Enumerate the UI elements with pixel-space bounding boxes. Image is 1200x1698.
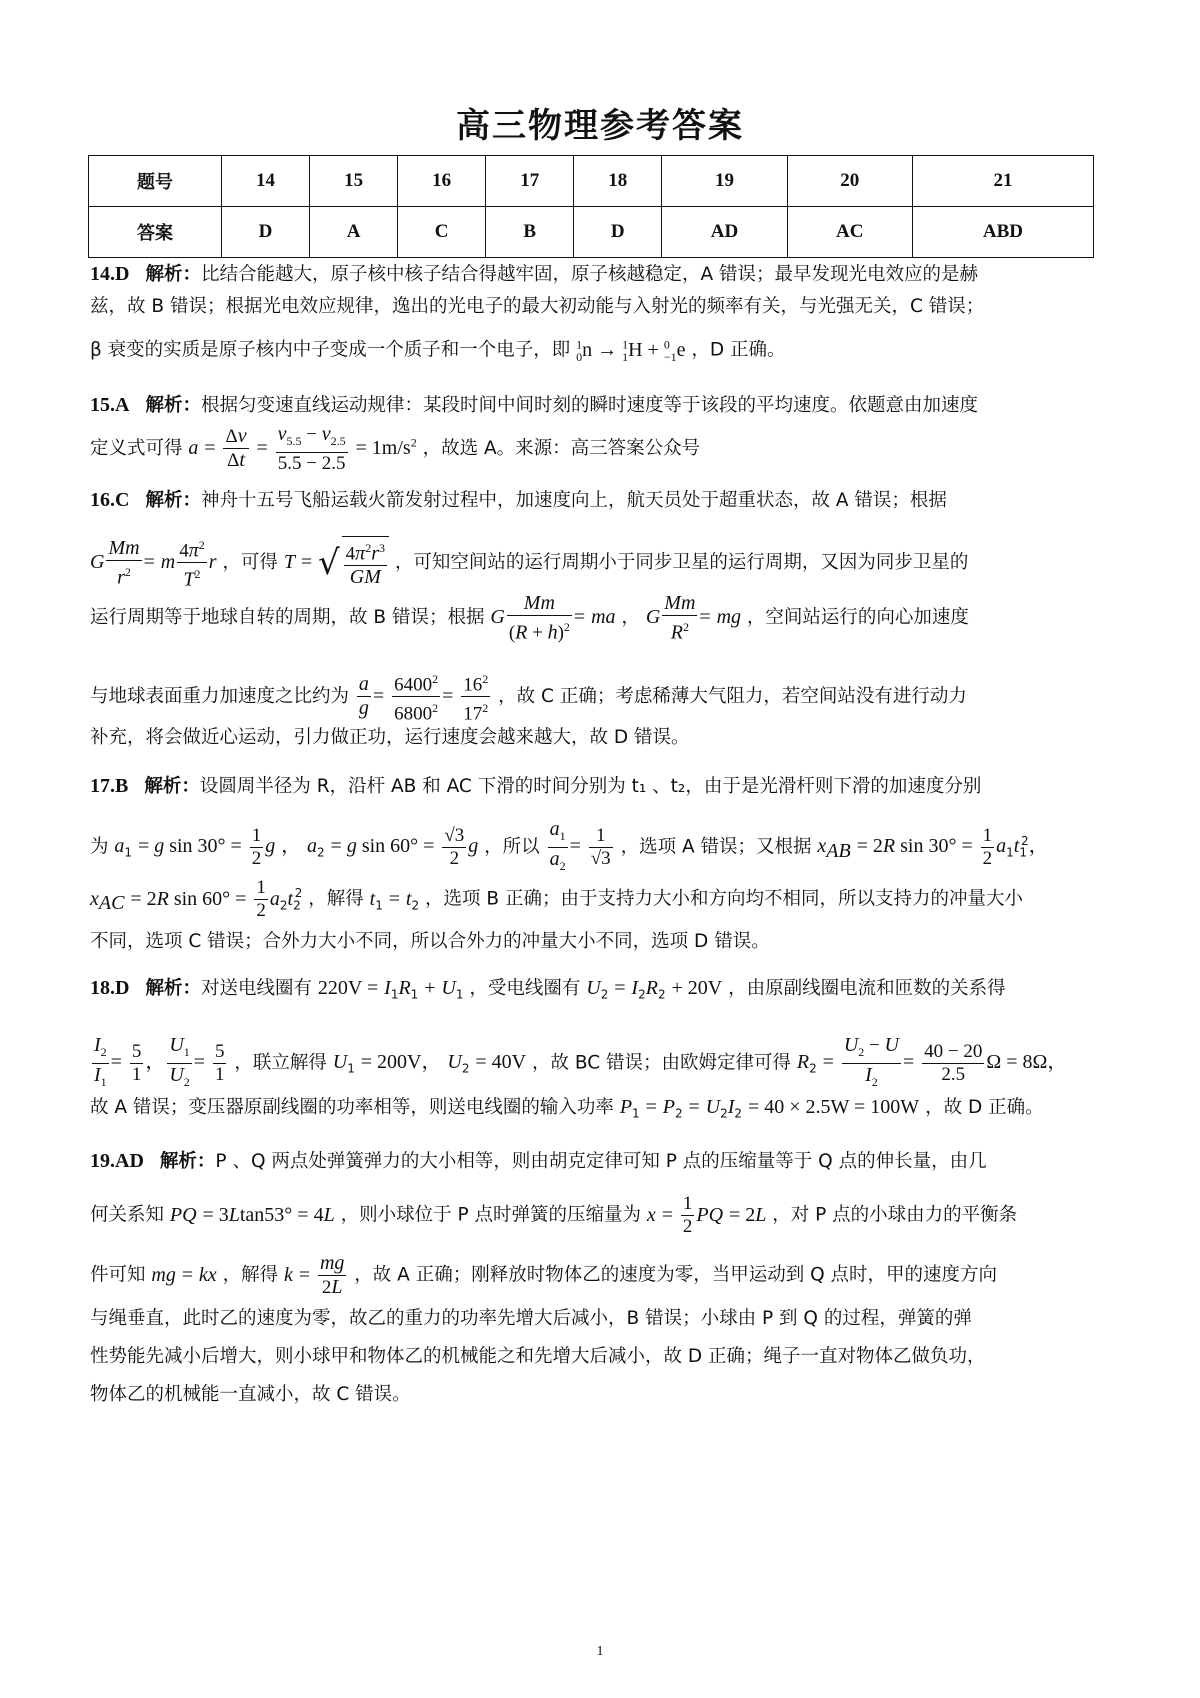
formula: $t_1 = t_2$ [369,887,420,913]
formula: $U_2 = I_2R_2 + 20V$ [586,977,723,1002]
solution-text: 根据匀变速直线运动规律：某段时间中间时刻的瞬时速度等于该段的平均速度。依题意由加速度 [200,395,978,416]
solution-text: 定义式可得 [90,437,183,459]
formula: PQ = 3Ltan53° = 4L [169,1203,335,1226]
solution-text: 补充，将会做近心运动，引力做正功，运行速度会越来越大，故 D 错误。 [90,727,690,748]
header-label: 题号 [89,156,222,207]
formula: $220V = I_1R_1 + U_1$ [317,977,464,1002]
solution-text: ，故 D 正确。 [925,1097,1044,1118]
formula: G $\frac{Mm}{R^2}$ = mg [645,592,742,644]
question-number: 21 [912,156,1093,207]
solution-text: ，则小球位于 P 点时弹簧的压缩量为 [340,1204,642,1226]
formula: $a_1 = g$ sin 30° = $\frac{1}{2}$ g ， $a_2 = g$ sin 60° = $\frac{√3}{2}$ g [114,824,479,869]
analysis-label: 解析： [145,264,201,285]
formula: $\frac{a}{g}$ = $\frac{6400^2}{6800^2}$ = $\frac{16^2}{17^2}$ [355,686,492,707]
solution-text: ，联立解得 [234,1052,327,1074]
solution-text: ，故 C 正确；考虑稀薄大气阻力，若空间站没有进行动力 [498,685,967,707]
question-number: 20 [787,156,912,207]
solution-text: 对送电线圈有 [200,978,312,999]
solution-text: ，故 A 正确；刚释放时物体乙的速度为零，当甲运动到 Q 点时，甲的速度方向 [354,1264,998,1286]
answer-label: 答案 [89,207,222,258]
question-id: 19.AD [90,1150,144,1172]
solution-text: 与绳垂直，此时乙的速度为零，故乙的重力的功率先增大后减小，B 错误；小球由 P 到 Q 的过程，弹簧的弹 [90,1308,972,1329]
formula: T = √ $\frac{4\pi^2r^3}{GM}$ [284,552,389,573]
solution-text: 与地球表面重力加速度之比约为 [90,685,350,707]
solution-text: ，选项 A 错误；又根据 [620,836,812,858]
answer-cell: AD [662,207,787,258]
solution-text: ，解得 [222,1264,279,1286]
solution-text: ，空间站运行的向心加速度 [746,607,969,629]
solution-text: ，D 正确。 [691,339,786,361]
solution-text: ，故选 A。来源：高三答案公众号 [422,437,701,459]
solution-text: β 衰变的实质是原子核内中子变成一个质子和一个电子，即 [90,339,571,361]
formula: $\frac{a_1}{a_2}$ = $\frac{1}{√3}$ [549,818,611,873]
answer-cell: C [398,207,486,258]
question-number: 17 [486,156,574,207]
formula: mg = kx [151,1263,217,1286]
formula: a = $\frac{\Delta v}{\Delta t}$ = $\frac{v_{5.5} - v_{2.5}}{5.5 - 2.5}$ = $1m/s^2$ [188,423,417,474]
question-id: 14.D [90,263,130,285]
solution-text: ，故 BC 错误；由欧姆定律可得 [531,1052,792,1074]
formula: G $\frac{Mm}{r^2}$ = m $\frac{4\pi^2}{T^2}$ r [90,552,217,573]
table-row [89,207,1094,258]
question-id: 16.C [90,489,130,511]
solution-text: ，受电线圈有 [469,978,581,999]
formula: $x_{AC} = 2R$ sin 60° = $\frac{1}{2}$ $a_2t_2^2$ [90,877,303,921]
solution-text: ，解得 [308,888,364,910]
answer-cell: ABD [912,207,1093,258]
solution-text: ，由原副线圈电流和匝数的关系得 [728,978,1006,999]
solution-text: 比结合能越大，原子核中核子结合得越牢固，原子核越稳定，A 错误；最早发现光电效应的是赫 [200,264,979,285]
solution-text: ，选项 B 正确；由于支持力大小和方向均不相同，所以支持力的冲量大小 [425,888,1023,910]
solution-text: 设圆周半径为 R，沿杆 AB 和 AC 下滑的时间分别为 t₁ 、t₂，由于是光滑杆则下滑的加速度分别 [199,776,982,797]
solution-text: 件可知 [90,1264,146,1286]
solution-text: ，可得 [222,551,278,573]
question-number: 18 [574,156,662,207]
answer-cell: B [486,207,574,258]
solution-text: P 、Q 两点处弹簧弹力的大小相等，则由胡克定律可知 P 点的压缩量等于 Q 点的伸长量，由几 [215,1151,987,1172]
formula: $U_1 = 200V$， $U_2 = 40V$ [332,1051,527,1076]
formula: $x_{AB} = 2R$ sin 30° = $\frac{1}{2}$ $a_1t_1^2$， [817,824,1049,869]
formula: G $\frac{Mm}{(R + h)^2}$ = ma [490,592,616,644]
answer-table [88,155,1094,258]
solution-text: 神舟十五号飞船运载火箭发射过程中，加速度向上，航天员处于超重状态，故 A 错误；根据 [200,490,947,511]
question-id: 15.A [90,394,130,416]
formula: x = $\frac{1}{2}$ PQ = 2L [646,1193,767,1237]
formula: $R_2$ = $\frac{U_2 - U}{I_2}$ = $\frac{40 - 20}{2.5}$ Ω = 8Ω， [796,1034,1068,1089]
question-number: 19 [662,156,787,207]
solution-text: 运行周期等于地球自转的周期，故 B 错误；根据 [90,607,485,629]
answer-cell: A [310,207,398,258]
solution-text: 性势能先减小后增大，则小球甲和物体乙的机械能之和先增大后减小，故 D 正确；绳子一直对物体乙做负功， [90,1346,986,1367]
table-row [89,156,1094,207]
page-title: 高三物理参考答案 [456,106,744,146]
analysis-label: 解析： [145,978,201,999]
question-number: 14 [222,156,310,207]
question-number: 16 [398,156,486,207]
answer-cell: D [574,207,662,258]
solution-text: 为 [90,836,109,858]
question-id: 18.D [90,977,130,999]
solution-text: ，对 P 点的小球由力的平衡条 [772,1204,1018,1226]
analysis-label: 解析： [145,490,201,511]
analysis-label: 解析： [144,776,200,797]
formula: $P_1 = P_2 = U_2I_2 = 40 \times 2.5W = 100W$ [619,1096,920,1121]
answer-cell: AC [787,207,912,258]
analysis-label: 解析： [159,1151,216,1172]
nuclear-equation: $^1_0$n → $^1_1$H + $^0_{-1}$e [576,337,686,364]
page-number: 1 [596,1644,604,1659]
solution-text: 物体乙的机械能一直减小，故 C 错误。 [90,1384,411,1405]
solution-text: ，所以 [484,836,540,858]
formula: $\frac{I_2}{I_1}$ = $\frac{5}{1}$ ， $\frac{U_1}{U_2}$ = $\frac{5}{1}$ [94,1034,225,1089]
solution-text: ，可知空间站的运行周期小于同步卫星的运行周期，又因为同步卫星的 [394,551,969,573]
solution-text: 故 A 错误；变压器原副线圈的功率相等，则送电线圈的输入功率 [90,1097,614,1118]
question-id: 17.B [90,775,129,797]
solution-text: 何关系知 [90,1204,165,1226]
question-number: 15 [310,156,398,207]
analysis-label: 解析： [145,395,201,416]
answer-cell: D [222,207,310,258]
solution-text: 兹，故 B 错误；根据光电效应规律，逸出的光电子的最大初动能与入射光的频率有关，与光强无关，C 错误； [90,296,985,317]
formula: k = $\frac{mg}{2L}$ [283,1252,345,1298]
solution-text: ， [621,607,640,629]
solution-text: 不同，选项 C 错误；合外力大小不同，所以合外力的冲量大小不同，选项 D 错误。 [90,931,770,952]
